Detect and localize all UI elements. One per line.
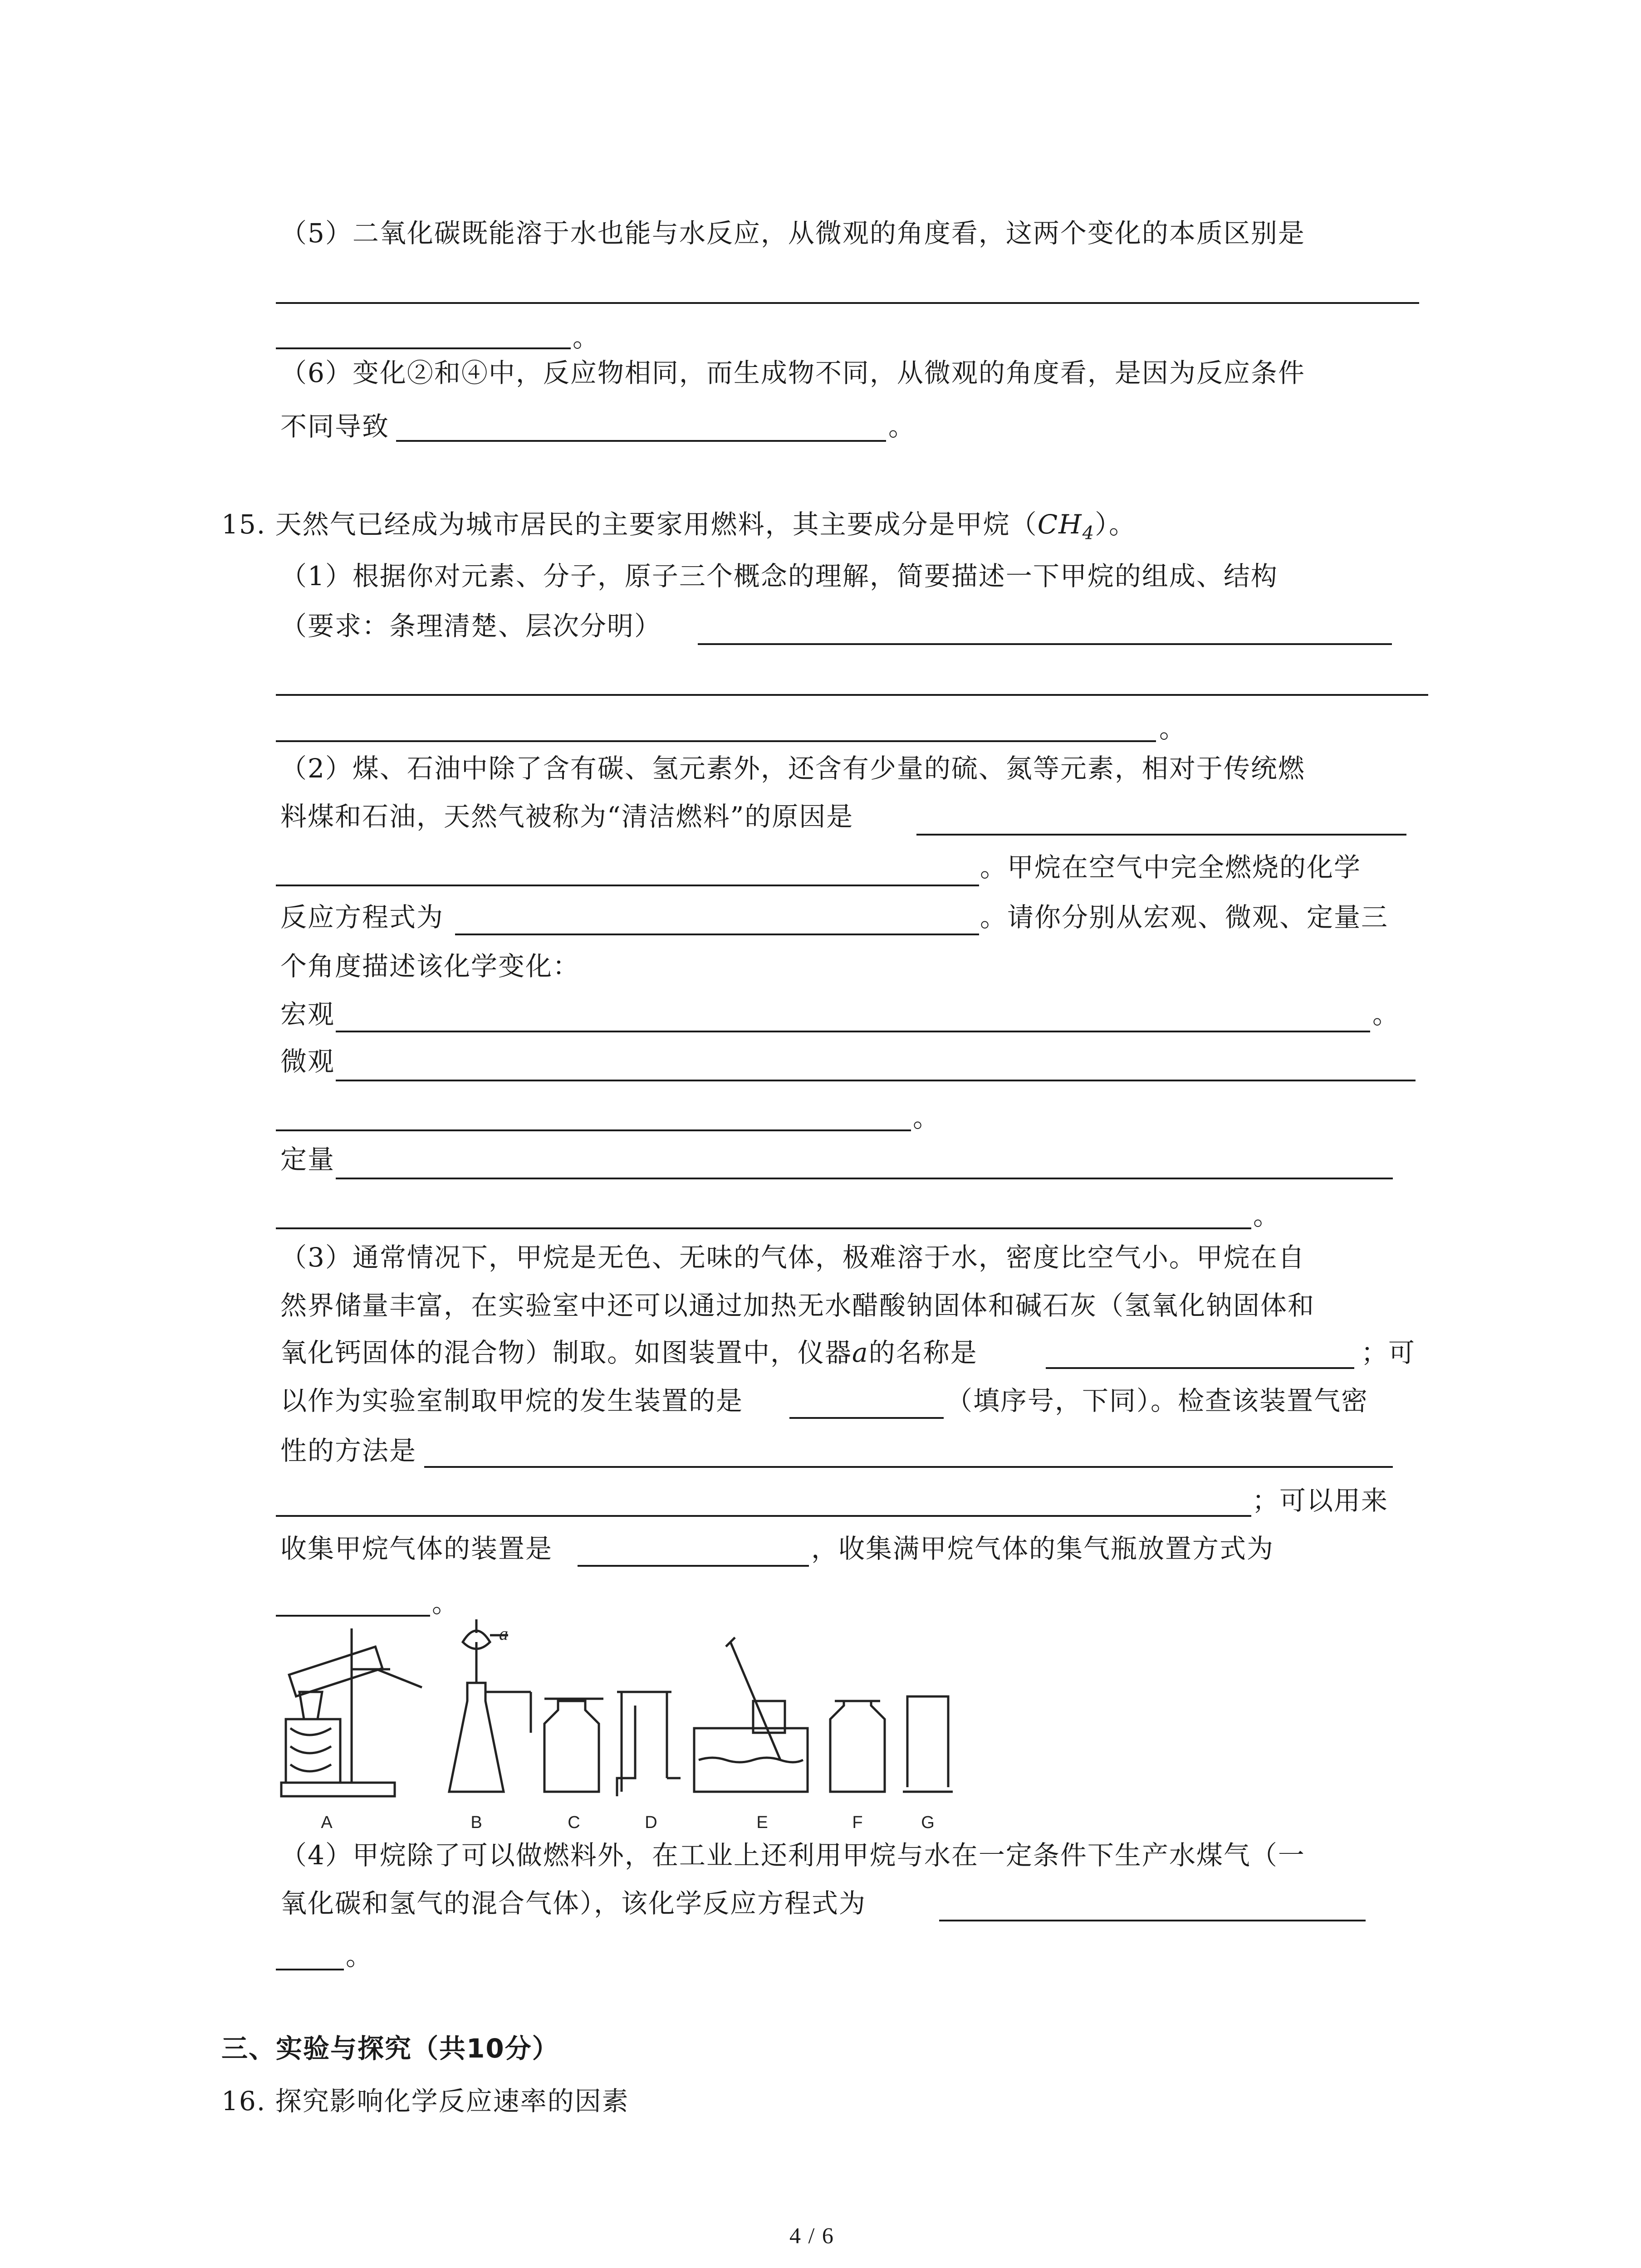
q15-part3-collect-blank[interactable] <box>578 1565 809 1567</box>
q15-stem: 15. 天然气已经成为城市居民的主要家用燃料，其主要成分是甲烷$(CH_4)$。 <box>221 509 1136 544</box>
figure-label-c: C <box>568 1813 580 1832</box>
q15-part2-equation-blank[interactable] <box>455 934 979 935</box>
q15-part3-line2: 然界储量丰富，在实验室中还可以通过加热无水醋酸钠固体和碱石灰（氢氧化钠固体和 <box>280 1290 1315 1321</box>
apparatus-b <box>449 1619 531 1792</box>
figure-label-a: A <box>321 1813 333 1832</box>
q15-part2-line4a: 反应方程式为 <box>280 902 444 933</box>
figure-label-g: G <box>921 1813 935 1832</box>
q15-part3-line7a: 收集甲烷气体的装置是 <box>280 1533 553 1564</box>
q15-part4-equation-blank-1[interactable] <box>939 1920 1366 1921</box>
macro-blank[interactable] <box>336 1031 1370 1032</box>
quant-end: 。 <box>1253 1200 1281 1231</box>
apparatus-g <box>903 1696 953 1792</box>
apparatus-figure <box>272 1615 1025 1851</box>
q15-part3-apparatus-blank[interactable] <box>789 1417 944 1419</box>
q15-part2-blank-2[interactable] <box>276 885 979 886</box>
q15-part2-line2: 料煤和石油，天然气被称为“清洁燃料”的原因是 <box>280 801 854 832</box>
q15-part2-blank-1[interactable] <box>916 834 1406 836</box>
q15-part3-line5: 性的方法是 <box>280 1435 417 1466</box>
q15-part1-blank-2[interactable] <box>276 694 1428 696</box>
q15-part4-line1: （4）甲烷除了可以做燃料外，在工业上还利用甲烷与水在一定条件下生产水煤气（一 <box>280 1840 1305 1871</box>
macro-label: 宏观 <box>280 999 335 1030</box>
q15-part3-line6: ；可以用来 <box>1252 1485 1389 1516</box>
figure-label-b: B <box>470 1813 482 1832</box>
quant-blank-2[interactable] <box>276 1227 1251 1229</box>
q14-part5-end: 。 <box>573 322 600 353</box>
q14-part6-blank[interactable] <box>396 440 886 442</box>
q15-part3-line4a: 以作为实验室制取甲烷的发生装置的是 <box>280 1385 744 1416</box>
q15-part3-line4b: （填序号，下同）。检查该装置气密 <box>946 1385 1369 1416</box>
q14-part5-blank-2[interactable] <box>276 347 571 349</box>
q15-part4-end: 。 <box>346 1941 373 1971</box>
section-3-heading: 三、实验与探究（共10分） <box>221 2033 559 2064</box>
q15-part3-line3c: ；可 <box>1361 1337 1416 1368</box>
q15-part3-line3: 氧化钙固体的混合物）制取。如图装置中，仪器a的名称是 <box>280 1337 978 1368</box>
q14-part6-line1: （6）变化②和④中，反应物相同，而生成物不同，从微观的角度看，是因为反应条件 <box>280 357 1305 388</box>
q15-part1-line2: （要求：条理清楚、层次分明） <box>280 611 662 641</box>
instrument-a-label: a <box>499 1623 508 1644</box>
figure-label-d: D <box>645 1813 657 1832</box>
q14-part6-line2: 不同导致 <box>280 411 390 442</box>
q15-part4-line2: 氧化碳和氢气的混合气体），该化学反应方程式为 <box>280 1888 867 1919</box>
q15-part3-instrument-blank[interactable] <box>1046 1367 1354 1369</box>
apparatus-f <box>830 1701 885 1792</box>
q14-part6-end: 。 <box>888 411 916 442</box>
micro-blank-2[interactable] <box>276 1129 911 1131</box>
quant-label: 定量 <box>280 1144 335 1175</box>
page-number: 4 / 6 <box>789 2223 834 2248</box>
macro-end: 。 <box>1372 999 1400 1030</box>
q15-part1-end: 。 <box>1159 713 1187 744</box>
micro-label: 微观 <box>280 1046 335 1077</box>
q15-part3-airtight-blank-2[interactable] <box>276 1515 1251 1517</box>
q15-part3-line7b: ，收集满甲烷气体的集气瓶放置方式为 <box>811 1533 1274 1564</box>
apparatus-c <box>544 1699 603 1792</box>
q14-part5-text: （5）二氧化碳既能溶于水也能与水反应，从微观的角度看，这两个变化的本质区别是 <box>280 218 1305 249</box>
q15-part2-line1: （2）煤、石油中除了含有碳、氢元素外，还含有少量的硫、氮等元素，相对于传统燃 <box>280 753 1305 784</box>
q15-part2-line3: 。甲烷在空气中完全燃烧的化学 <box>980 852 1362 883</box>
figure-label-f: F <box>852 1813 863 1832</box>
q16-text: 16. 探究影响化学反应速率的因素 <box>221 2086 629 2116</box>
apparatus-d <box>617 1692 681 1796</box>
micro-blank-1[interactable] <box>336 1080 1416 1081</box>
figure-label-e: E <box>756 1813 768 1832</box>
q15-part1-blank-1[interactable] <box>698 643 1392 645</box>
apparatus-e <box>694 1637 808 1792</box>
q14-part5-blank-1[interactable] <box>276 302 1419 304</box>
q15-part1-blank-3[interactable] <box>276 740 1156 742</box>
q15-part1-line1: （1）根据你对元素、分子，原子三个概念的理解，简要描述一下甲烷的组成、结构 <box>280 561 1278 591</box>
q15-part2-line4b: 。请你分别从宏观、微观、定量三 <box>980 902 1389 933</box>
q15-part3-end: 。 <box>432 1588 460 1618</box>
quant-blank-1[interactable] <box>336 1178 1393 1179</box>
q15-part2-line5: 个角度描述该化学变化： <box>280 951 580 982</box>
micro-end: 。 <box>913 1102 941 1133</box>
q15-part4-equation-blank-2[interactable] <box>276 1969 344 1970</box>
apparatus-a <box>281 1628 422 1796</box>
q15-part3-line1: （3）通常情况下，甲烷是无色、无味的气体，极难溶于水，密度比空气小。甲烷在自 <box>280 1242 1305 1273</box>
q15-part3-airtight-blank-1[interactable] <box>424 1466 1393 1468</box>
